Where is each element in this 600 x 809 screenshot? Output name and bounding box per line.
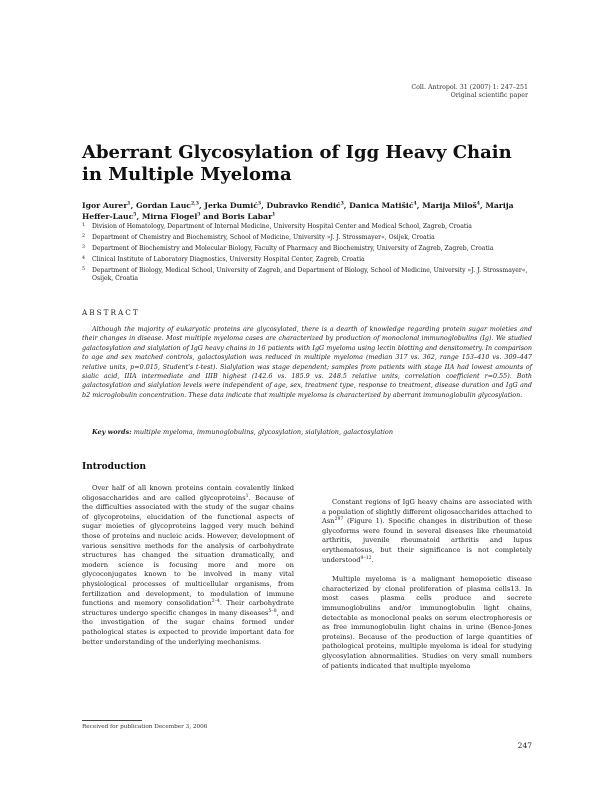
footnote-divider xyxy=(82,720,142,721)
affiliation-item xyxy=(82,245,532,253)
affiliation-number: 3 xyxy=(82,245,86,250)
citation-ref: 9–12 xyxy=(360,555,372,561)
author-name: Danica Matišić xyxy=(349,201,414,210)
received-footnote: Received for publication December 3, 2006 xyxy=(82,724,208,730)
affiliation-text: Division of Hematology, Department of Internal Medicine, University Hospital Center and Medical School, Zagreb, Croatia xyxy=(92,223,472,230)
author-name: Marija Miloš xyxy=(422,201,477,210)
abstract-heading: ABSTRACT xyxy=(82,308,140,317)
left-column xyxy=(82,484,294,657)
affiliation-text: Department of Chemistry and Biochemistry, School of Medicine, University »J. J. Strossmayer«, Osijek, Croatia xyxy=(92,234,435,241)
citation-ref: 5–8 xyxy=(268,608,277,614)
citation-ref: 1 xyxy=(245,493,249,499)
keywords-label: Key words: xyxy=(92,428,132,436)
author xyxy=(204,201,266,210)
author-name: Gordan Lauc xyxy=(135,201,191,210)
author-affiliation-mark: 3 xyxy=(257,201,262,207)
author-separator: , xyxy=(136,212,142,221)
author-name: Mirna Flogel xyxy=(141,212,198,221)
author-affiliation-mark: 4 xyxy=(476,201,480,207)
affiliation-list xyxy=(82,223,532,286)
author-affiliation-mark: 1 xyxy=(127,201,131,207)
citation-ref: 2–4 xyxy=(211,598,220,604)
intro-paragraph-3: Multiple myeloma is a malignant hemopoietic disease characterized by clonal proliferation of plasma cells13. In most cases plasma cells produce and secrete immunoglobulins and/or immunoglobulin light chains, detectable as monoclonal peaks on serum electrophoresis or as free immunoglobulin light chains in urine (Bence-Jones proteins). Because of the production of large quantities of pathological proteins, multiple myeloma is ideal for studying glycosylation abnormalities. Studies on very small numbers of patients indicated that multiple myeloma xyxy=(322,575,532,670)
intro-paragraph-1: Over half of all known proteins contain covalently linked oligosaccharides and are called glycoproteins$^1$. Because of the difficulties associated with the study of the sugar chains of glycoproteins, elucidation of the functional aspects of sugar moieties of glycoproteins lagged very much behind those of proteins and nucleic acids. However, development of various sensitive methods for the analysis of carbohydrate structures has changed the situation dramatically, and modern science is focusing more and more on glycoconjugates known to be involved in many vital physiological processes of multicellular organisms, from fertilization and development, to modulation of immune functions and memory consolidation$^{2-4}$. Their carbohydrate structures undergo specific changes in many diseases$^{5-8}$, and the investigation of the sugar chains formed under pathological states is expected to provide important data for better understanding of the underlying mechanisms. xyxy=(82,484,294,646)
author-affiliation-mark: 2,3 xyxy=(190,201,199,207)
right-column xyxy=(322,498,532,681)
author-name: Dubravko Rendić xyxy=(266,201,341,210)
page-number: 247 xyxy=(517,741,532,750)
section-heading-introduction: Introduction xyxy=(82,462,147,472)
keywords xyxy=(92,428,532,437)
citation-ref: 297 xyxy=(334,516,344,522)
author-affiliation-mark: 1 xyxy=(272,212,276,218)
author-name: Jerka Dumić xyxy=(204,201,258,210)
author-name: Boris Labar xyxy=(221,212,273,221)
affiliation-number: 4 xyxy=(82,256,86,261)
affiliation-number: 1 xyxy=(82,223,86,228)
author-separator: , xyxy=(343,201,350,210)
affiliation-text: Department of Biochemistry and Molecular Biology, Faculty of Pharmacy and Biochemistry, University of Zagreb, Zagreb, Croatia xyxy=(92,245,494,252)
author-name: Marija Heffer-Lauc xyxy=(82,201,514,221)
affiliation-item xyxy=(82,267,532,283)
paper-title: Aberrant Glycosylation of Igg Heavy Chain in Multiple Myeloma xyxy=(82,142,512,185)
affiliation-item xyxy=(82,234,532,242)
affiliation-item xyxy=(82,223,532,231)
author xyxy=(222,212,276,221)
author-affiliation-mark: 3 xyxy=(197,212,201,218)
journal-header xyxy=(411,84,528,100)
author-separator: , xyxy=(480,201,486,210)
author xyxy=(136,201,204,210)
keywords-value: multiple myeloma, immunoglobulins, glycosylation, sialylation, galactosylation xyxy=(133,428,394,436)
author-name: Igor Aurer xyxy=(82,201,128,210)
author-separator: and xyxy=(200,212,222,221)
author-affiliation-mark: 4 xyxy=(413,201,417,207)
author xyxy=(422,201,485,210)
abstract-text: Although the majority of eukaryotic proteins are glycosylated, there is a dearth of knowledge regarding protein sugar moieties and their changes in disease. Most multiple myeloma cases are characterized by production of monoclonal immunoglobulins (Ig). We studied galactosylation and sialylation of IgG heavy chains in 16 patients with IgG myeloma using lectin blotting and densitometry. In comparison to age and sex matched controls, galactosylation was reduced in multiple myeloma (median 317 vs. 362, range 153–410 vs. 309–447 relative units, p=0.015, Student's t-test). Sialylation was stage dependent; samples from patients with stage IIA had lowest amounts of sialic acid, IIIA intermediate and IIIB highest (142.6 vs. 185.9 vs. 248.5 relative units, correlation coefficient r=0.55). Both galactosylation and sialylation levels were independent of age, sex, treatment type, response to treatment, disease duration and IgG and b2 microglobulin concentration. These data indicate that multiple myeloma is characterized by aberrant immunoglobulin glycosylation. xyxy=(82,325,532,399)
author-list xyxy=(82,200,532,222)
author xyxy=(266,201,349,210)
affiliation-text: Clinical Institute of Laboratory Diagnostics, University Hospital Center, Zagreb, Croatia xyxy=(92,256,365,263)
author-separator: , xyxy=(261,201,267,210)
author-affiliation-mark: 5 xyxy=(133,212,137,218)
affiliation-item xyxy=(82,256,532,264)
author-affiliation-mark: 3 xyxy=(340,201,344,207)
author xyxy=(349,201,422,210)
affiliation-text: Department of Biology, Medical School, University of Zagreb, and Department of Biology, School of Medicine, University »J. J. Strossmayer«, Osijek, Croatia xyxy=(92,267,528,283)
author-separator: , xyxy=(130,201,136,210)
affiliation-number: 2 xyxy=(82,234,86,239)
journal-citation: Coll. Antropol. 31 (2007) 1: 247–251 xyxy=(411,84,528,91)
affiliation-number: 5 xyxy=(82,267,86,272)
author-separator: , xyxy=(198,201,205,210)
author xyxy=(82,201,136,210)
author-separator: , xyxy=(416,201,423,210)
intro-paragraph-2: Constant regions of IgG heavy chains are associated with a population of slightly different oligosaccharides attached to Asn$^{297}$ (Figure 1). Specific changes in distribution of these glycoforms were found in several diseases like rheumatoid arthritis, juvenile rheumatoid arthritis and lupus erythematosus, but their significance is not completely understood$^{9-12}$. xyxy=(322,498,532,564)
author xyxy=(142,212,222,221)
article-type: Original scientific paper xyxy=(450,92,528,99)
